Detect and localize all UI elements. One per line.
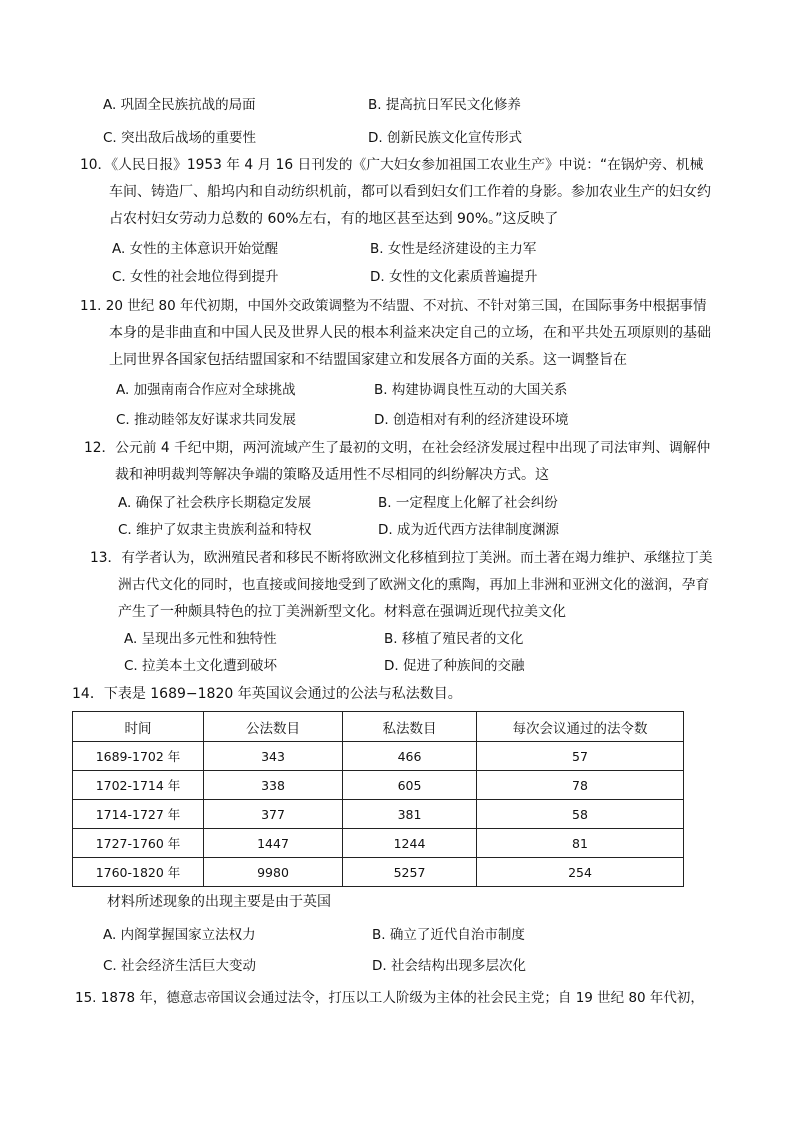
- table-row: [73, 829, 684, 858]
- q12-stem-line-2: 裁和神明裁判等解决争端的策略及适用性不尽相同的纠纷解决方式。这: [115, 467, 549, 483]
- q14-option-c: C. 社会经济生活巨大变动: [103, 958, 257, 974]
- q10-option-c: C. 女性的社会地位得到提升: [112, 269, 279, 285]
- table-cell: 343: [204, 742, 343, 771]
- q9-option-c: C. 突出敌后战场的重要性: [103, 130, 257, 146]
- q9-option-a: A. 巩固全民族抗战的局面: [103, 97, 256, 113]
- table-header-cell: 每次会议通过的法令数: [477, 712, 684, 742]
- table-cell: 1447: [204, 829, 343, 858]
- q10-stem-line-2: 车间、铸造厂、船坞内和自动纺织机前，都可以看到妇女们工作着的身影。参加农业生产的妇女约: [109, 184, 711, 200]
- table-cell: 381: [343, 800, 477, 829]
- q14-option-a: A. 内阁掌握国家立法权力: [103, 927, 256, 943]
- table-cell: 338: [204, 771, 343, 800]
- q9-option-b: B. 提高抗日军民文化修养: [368, 97, 521, 113]
- q13-option-a: A. 呈现出多元性和独特性: [124, 631, 277, 647]
- table-cell: 1727-1760 年: [73, 829, 204, 858]
- q10-stem-line-1: 10．《人民日报》1953 年 4 月 16 日刊发的《广大妇女参加祖国工农业生产》中说：“在锅炉旁、机械: [80, 157, 704, 173]
- table-cell: 58: [477, 800, 684, 829]
- q13-stem-line-1: 13．有学者认为，欧洲殖民者和移民不断将欧洲文化移植到拉丁美洲。而土著在竭力维护、承继拉丁美: [90, 550, 713, 566]
- q11-stem-line-1: 11. 20 世纪 80 年代初期，中国外交政策调整为不结盟、不对抗、不针对第三国，在国际事务中根据事情: [80, 298, 707, 314]
- q11-stem-line-3: 上同世界各国家包括结盟国家和不结盟国家建立和发展各方面的关系。这一调整旨在: [109, 352, 627, 368]
- table-cell: 254: [477, 858, 684, 887]
- table-row: [73, 771, 684, 800]
- q13-stem-line-2: 洲古代文化的同时，也直接或间接地受到了欧洲文化的熏陶，再加上非洲和亚洲文化的滋润，孕育: [118, 577, 710, 593]
- q11-option-b: B. 构建协调良性互动的大国关系: [374, 382, 568, 398]
- table-row: [73, 742, 684, 771]
- table-header-cell: 公法数目: [204, 712, 343, 742]
- q10-option-d: D. 女性的文化素质普遍提升: [370, 269, 538, 285]
- q11-option-a: A. 加强南南合作应对全球挑战: [116, 382, 296, 398]
- q11-option-d: D. 创造相对有利的经济建设环境: [374, 412, 569, 428]
- table-cell: 1702-1714 年: [73, 771, 204, 800]
- table-cell: 1244: [343, 829, 477, 858]
- q10-option-a: A. 女性的主体意识开始觉醒: [112, 241, 279, 257]
- table-cell: 9980: [204, 858, 343, 887]
- q14-question: 材料所述现象的出现主要是由于英国: [107, 894, 331, 910]
- table-cell: 1714-1727 年: [73, 800, 204, 829]
- table-header-row: [73, 712, 684, 742]
- table-row: [73, 800, 684, 829]
- q12-option-b: B. 一定程度上化解了社会纠纷: [378, 495, 558, 511]
- table-cell: 5257: [343, 858, 477, 887]
- q13-option-b: B. 移植了殖民者的文化: [384, 631, 524, 647]
- q9-option-d: D. 创新民族文化宣传形式: [368, 130, 522, 146]
- q12-option-c: C. 维护了奴隶主贵族利益和特权: [118, 522, 312, 538]
- table-cell: 377: [204, 800, 343, 829]
- q12-stem-line-1: 12．公元前 4 千纪中期，两河流域产生了最初的文明，在社会经济发展过程中出现了司法审判、调解仲: [84, 440, 711, 456]
- table-row: [73, 858, 684, 887]
- q13-option-c: C. 拉美本土文化遭到破坏: [124, 658, 278, 674]
- q13-stem-line-3: 产生了一种颇具特色的拉丁美洲新型文化。材料意在强调近现代拉美文化: [118, 604, 566, 620]
- table-cell: 1689-1702 年: [73, 742, 204, 771]
- q14-option-d: D. 社会结构出现多层次化: [372, 958, 526, 974]
- table-cell: 605: [343, 771, 477, 800]
- q14-intro: 14．下表是 1689−1820 年英国议会通过的公法与私法数目。: [72, 686, 462, 702]
- q10-option-b: B. 女性是经济建设的主力军: [370, 241, 537, 257]
- table-cell: 1760-1820 年: [73, 858, 204, 887]
- q13-option-d: D. 促进了种族间的交融: [384, 658, 525, 674]
- q15-stem-line-1: 15. 1878 年，德意志帝国议会通过法令，打压以工人阶级为主体的社会民主党；自 19 世纪 80 年代初，: [75, 990, 704, 1006]
- q12-option-d: D. 成为近代西方法律制度渊源: [378, 522, 559, 538]
- q10-stem-line-3: 占农村妇女劳动力总数的 60%左右，有的地区甚至达到 90%。”这反映了: [109, 211, 559, 227]
- q11-stem-line-2: 本身的是非曲直和中国人民及世界人民的根本利益来决定自己的立场，在和平共处五项原则的基础: [109, 325, 711, 341]
- table-header-cell: 私法数目: [343, 712, 477, 742]
- table-cell: 78: [477, 771, 684, 800]
- table-cell: 81: [477, 829, 684, 858]
- table-cell: 466: [343, 742, 477, 771]
- q11-option-c: C. 推动睦邻友好谋求共同发展: [116, 412, 297, 428]
- legislation-table: [72, 711, 684, 887]
- q14-option-b: B. 确立了近代自治市制度: [372, 927, 525, 943]
- q12-option-a: A. 确保了社会秩序长期稳定发展: [118, 495, 312, 511]
- table-cell: 57: [477, 742, 684, 771]
- table-header-cell: 时间: [73, 712, 204, 742]
